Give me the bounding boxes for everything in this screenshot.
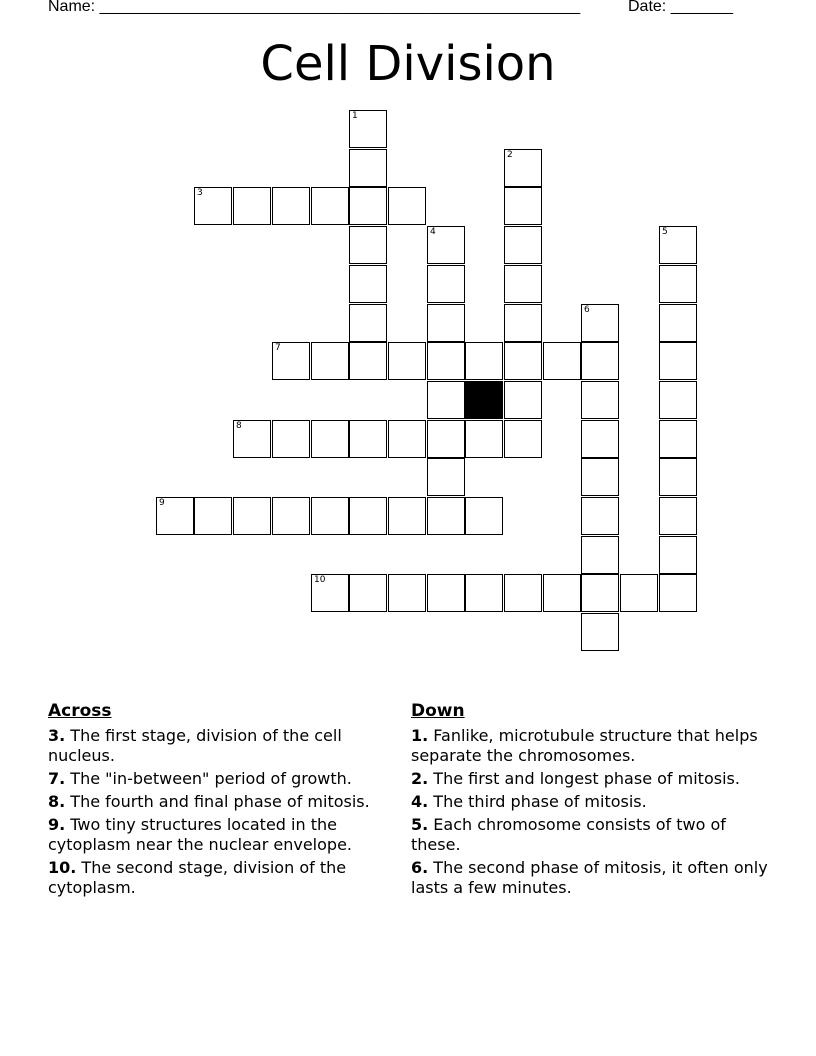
crossword-cell[interactable] — [659, 458, 697, 496]
date-label: Date: _______ — [628, 0, 733, 15]
crossword-cell[interactable] — [349, 226, 387, 264]
clue-text: The first and longest phase of mitosis. — [428, 769, 740, 788]
crossword-cell[interactable] — [581, 342, 619, 380]
crossword-cell[interactable] — [311, 497, 349, 535]
crossword-cell[interactable] — [272, 420, 310, 458]
crossword-cell[interactable] — [388, 187, 426, 225]
crossword-cell[interactable] — [465, 420, 503, 458]
clue-number-label: 10. — [48, 858, 77, 877]
clue-number-label: 2. — [411, 769, 429, 788]
crossword-cell[interactable] — [504, 420, 542, 458]
crossword-cell[interactable] — [272, 187, 310, 225]
crossword-cell[interactable] — [388, 574, 426, 612]
crossword-cell[interactable] — [427, 265, 465, 303]
clue-text: The fourth and final phase of mitosis. — [65, 792, 370, 811]
clue-number-label: 9. — [48, 815, 66, 834]
clue-number-label: 8. — [48, 792, 66, 811]
crossword-cell[interactable] — [504, 381, 542, 419]
crossword-cell[interactable] — [349, 110, 387, 148]
crossword-cell[interactable] — [427, 458, 465, 496]
clue-number: 4 — [430, 227, 436, 237]
down-clue — [411, 769, 771, 789]
crossword-cell[interactable] — [659, 381, 697, 419]
crossword-cell[interactable] — [349, 265, 387, 303]
crossword-cell[interactable] — [311, 342, 349, 380]
clue-number: 8 — [236, 421, 242, 431]
crossword-cell[interactable] — [233, 187, 271, 225]
clue-number: 2 — [507, 150, 513, 160]
across-heading: Across — [48, 701, 112, 721]
crossword-cell[interactable] — [659, 226, 697, 264]
crossword-cell[interactable] — [388, 342, 426, 380]
clue-text: Two tiny structures located in the cytoplasm near the nuclear envelope. — [48, 815, 352, 854]
crossword-cell[interactable] — [427, 226, 465, 264]
crossword-cell[interactable] — [233, 497, 271, 535]
crossword-cell[interactable] — [504, 149, 542, 187]
crossword-cell[interactable] — [233, 420, 271, 458]
down-clue — [411, 792, 771, 812]
crossword-cell[interactable] — [543, 574, 581, 612]
crossword-cell[interactable] — [504, 226, 542, 264]
crossword-cell[interactable] — [349, 187, 387, 225]
clue-number: 7 — [275, 343, 281, 353]
crossword-cell[interactable] — [504, 265, 542, 303]
crossword-cell[interactable] — [349, 497, 387, 535]
clue-text: Fanlike, microtubule structure that helps separate the chromosomes. — [411, 726, 758, 765]
clue-text: Each chromosome consists of two of these. — [411, 815, 726, 854]
crossword-cell[interactable] — [427, 574, 465, 612]
clue-number: 9 — [159, 498, 165, 508]
crossword-cell[interactable] — [581, 458, 619, 496]
crossword-cell[interactable] — [581, 381, 619, 419]
clue-number: 10 — [314, 575, 326, 585]
page-title: Cell Division — [260, 36, 556, 92]
crossword-cell[interactable] — [194, 187, 232, 225]
blocked-cell — [465, 381, 503, 419]
clue-number-label: 3. — [48, 726, 66, 745]
clue-number: 1 — [352, 111, 358, 121]
crossword-cell[interactable] — [388, 497, 426, 535]
across-clue — [48, 815, 398, 855]
crossword-cell[interactable] — [311, 574, 349, 612]
crossword-cell[interactable] — [504, 342, 542, 380]
across-clue — [48, 769, 398, 789]
crossword-cell[interactable] — [504, 304, 542, 342]
crossword-cell[interactable] — [349, 149, 387, 187]
crossword-cell[interactable] — [427, 381, 465, 419]
name-label: Name: ______________________________________________________ — [48, 0, 581, 15]
clue-text: The second stage, division of the cytoplasm. — [48, 858, 347, 897]
crossword-cell[interactable] — [659, 304, 697, 342]
crossword-cell[interactable] — [349, 342, 387, 380]
crossword-cell[interactable] — [427, 342, 465, 380]
clue-number: 3 — [197, 188, 203, 198]
down-clue — [411, 726, 771, 766]
clue-text: The first stage, division of the cell nucleus. — [48, 726, 342, 765]
down-clue — [411, 815, 771, 855]
crossword-cell[interactable] — [659, 574, 697, 612]
clue-number-label: 6. — [411, 858, 429, 877]
crossword-cell[interactable] — [581, 574, 619, 612]
down-clues — [411, 700, 771, 901]
crossword-cell[interactable] — [465, 497, 503, 535]
crossword-cell[interactable] — [659, 265, 697, 303]
crossword-cell[interactable] — [543, 342, 581, 380]
crossword-cell[interactable] — [504, 574, 542, 612]
crossword-cell[interactable] — [349, 574, 387, 612]
clue-number-label: 5. — [411, 815, 429, 834]
down-heading: Down — [411, 701, 465, 721]
down-clue-list — [411, 726, 771, 898]
clue-text: The third phase of mitosis. — [428, 792, 647, 811]
clue-text: The "in-between" period of growth. — [65, 769, 352, 788]
across-clues — [48, 700, 398, 901]
clue-text: The second phase of mitosis, it often only lasts a few minutes. — [411, 858, 768, 897]
clue-number-label: 4. — [411, 792, 429, 811]
crossword-cell[interactable] — [311, 420, 349, 458]
crossword-cell[interactable] — [156, 497, 194, 535]
across-clue — [48, 858, 398, 898]
crossword-cell[interactable] — [620, 574, 658, 612]
crossword-cell[interactable] — [349, 304, 387, 342]
crossword-cell[interactable] — [581, 536, 619, 574]
crossword-cell[interactable] — [427, 420, 465, 458]
crossword-cell[interactable] — [581, 613, 619, 651]
crossword-cell[interactable] — [581, 497, 619, 535]
crossword-cell[interactable] — [581, 304, 619, 342]
across-clue — [48, 726, 398, 766]
crossword-cell[interactable] — [581, 420, 619, 458]
crossword-cell[interactable] — [504, 187, 542, 225]
clue-number-label: 1. — [411, 726, 429, 745]
crossword-cell[interactable] — [272, 342, 310, 380]
clue-number: 6 — [584, 305, 590, 315]
crossword-cell[interactable] — [427, 497, 465, 535]
crossword-cell[interactable] — [659, 342, 697, 380]
crossword-cell[interactable] — [349, 420, 387, 458]
down-clue — [411, 858, 771, 898]
across-clue — [48, 792, 398, 812]
crossword-cell[interactable] — [465, 342, 503, 380]
crossword-cell[interactable] — [659, 420, 697, 458]
crossword-cell[interactable] — [659, 497, 697, 535]
clue-number-label: 7. — [48, 769, 66, 788]
crossword-cell[interactable] — [427, 304, 465, 342]
crossword-cell[interactable] — [465, 574, 503, 612]
crossword-cell[interactable] — [311, 187, 349, 225]
crossword-cell[interactable] — [659, 536, 697, 574]
across-clue-list — [48, 726, 398, 898]
clue-number: 5 — [662, 227, 668, 237]
crossword-cell[interactable] — [194, 497, 232, 535]
crossword-cell[interactable] — [272, 497, 310, 535]
crossword-cell[interactable] — [388, 420, 426, 458]
